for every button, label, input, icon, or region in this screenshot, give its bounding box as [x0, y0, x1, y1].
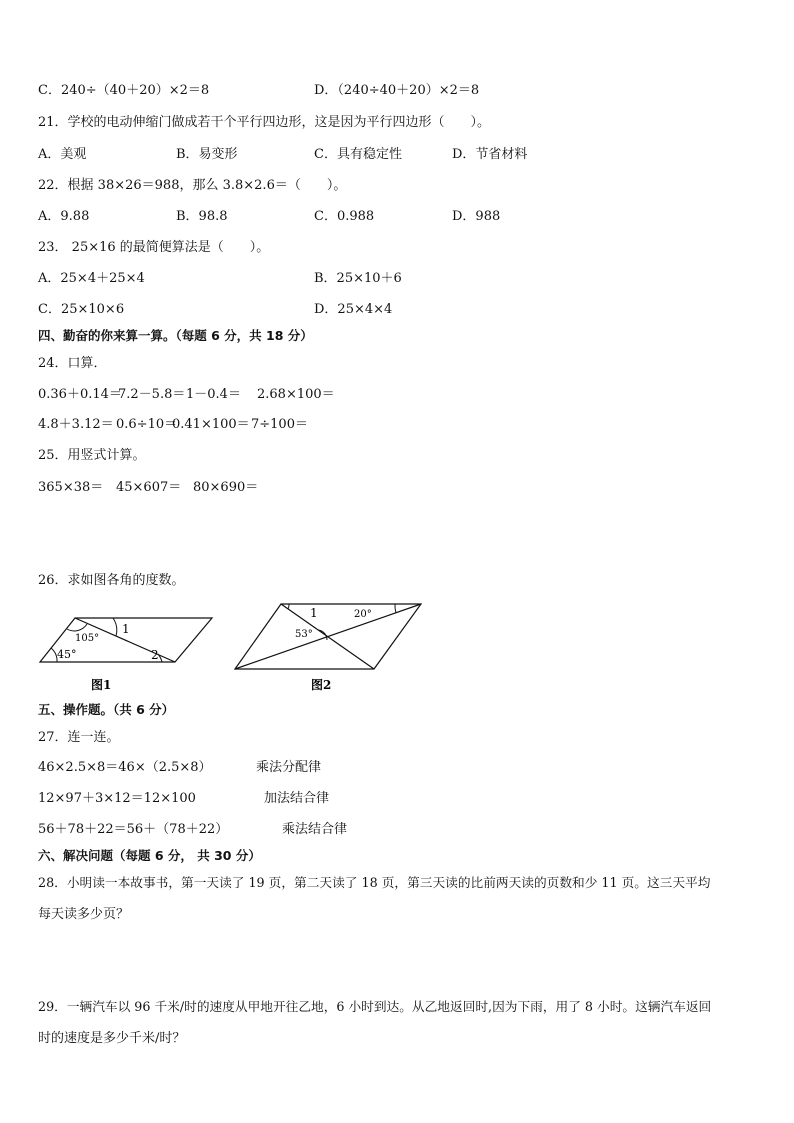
q23-option-a: A．25×4＋25×4 [38, 271, 145, 286]
q25-stem: 25．用竖式计算。 [38, 448, 146, 463]
q23-option-d: D．25×4×4 [314, 302, 393, 317]
fig2-label-1: 1 [310, 606, 318, 620]
q24-r2-item4: 7÷100＝ [251, 417, 308, 432]
fig2-caption: 图2 [311, 678, 332, 692]
q27-right-2: 加法结合律 [264, 791, 330, 806]
section-5-title: 五、操作题。（共 6 分） [38, 702, 175, 717]
q20-option-c: C．240÷（40＋20）×2＝8 [38, 83, 210, 98]
q24-r2-item3: 0.41×100＝ [172, 417, 250, 432]
q23-option-c: C．25×10×6 [38, 302, 125, 317]
q27-left-2: 12×97＋3×12＝12×100 [38, 791, 196, 806]
fig1-angle-45: 45° [57, 648, 77, 661]
fig1-angle-105: 105° [75, 633, 100, 644]
q24-r2-item2: 0.6÷10＝ [116, 417, 178, 432]
q24-r1-item1: 0.36＋0.14＝ [38, 387, 122, 402]
q21-stem: 21．学校的电动伸缩门做成若干个平行四边形，这是因为平行四边形（ ）。 [38, 115, 491, 130]
q22-stem: 22．根据 38×26＝988，那么 3.8×2.6＝（ ）。 [38, 178, 347, 193]
q24-stem: 24．口算． [38, 356, 107, 371]
q24-r1-item2: 7.2－5.8＝ [118, 387, 186, 402]
q26-stem: 26．求如图各角的度数。 [38, 573, 185, 588]
q27-right-1: 乘法分配律 [256, 760, 322, 775]
q22-option-d: D．988 [452, 209, 501, 224]
q25-item2: 45×607＝ [116, 480, 182, 495]
q29-line-1: 29．一辆汽车以 96 千米/时的速度从甲地开往乙地，6 小时到达。从乙地返回时,因为下雨，用了 8 小时。这辆汽车返回 [38, 999, 712, 1014]
q21-option-d: D．节省材料 [452, 147, 528, 162]
q27-left-1: 46×2.5×8＝46×（2.5×8） [38, 760, 212, 775]
q21-option-c: C．具有稳定性 [314, 147, 402, 162]
q23-stem: 23． 25×16 的最简便算法是（ ）。 [38, 240, 270, 255]
q28-line-1: 28．小明读一本故事书，第一天读了 19 页，第二天读了 18 页，第三天读的比前两天读的页数和少 11 页。这三天平均 [38, 875, 711, 890]
q22-option-c: C．0.988 [314, 209, 375, 224]
q21-option-a: A．美观 [38, 147, 87, 162]
q26-figure-1 [30, 605, 220, 695]
fig1-label-2: 2 [151, 648, 159, 662]
section-4-title: 四、勤奋的你来算一算。（每题 6 分，共 18 分） [38, 328, 313, 343]
q21-option-b: B．易变形 [176, 147, 238, 162]
q22-option-a: A．9.88 [38, 209, 90, 224]
section-6-title: 六、解决问题（每题 6 分， 共 30 分） [38, 848, 261, 863]
fig2-angle-20: 20° [354, 609, 372, 620]
fig1-caption: 图1 [91, 678, 112, 692]
q25-item3: 80×690＝ [193, 480, 259, 495]
q29-line-2: 时的速度是多少千米/时？ [38, 1031, 186, 1046]
q22-option-b: B．98.8 [176, 209, 228, 224]
q24-r1-item4: 2.68×100＝ [257, 387, 335, 402]
fig2-angle-53: 53° [295, 629, 313, 640]
q27-stem: 27．连一连。 [38, 730, 120, 745]
q20-option-d: D．（240÷40＋20）×2＝8 [314, 83, 480, 98]
q28-line-2: 每天读多少页？ [38, 907, 130, 922]
q26-figure-2 [230, 598, 430, 698]
q25-item1: 365×38＝ [38, 480, 104, 495]
q24-r1-item3: 1－0.4＝ [186, 387, 241, 402]
q27-right-3: 乘法结合律 [282, 822, 348, 837]
q23-option-b: B．25×10＋6 [314, 271, 402, 286]
q27-left-3: 56＋78＋22＝56＋（78＋22） [38, 822, 229, 837]
fig1-label-1: 1 [122, 622, 130, 636]
q24-r2-item1: 4.8＋3.12＝ [38, 417, 114, 432]
